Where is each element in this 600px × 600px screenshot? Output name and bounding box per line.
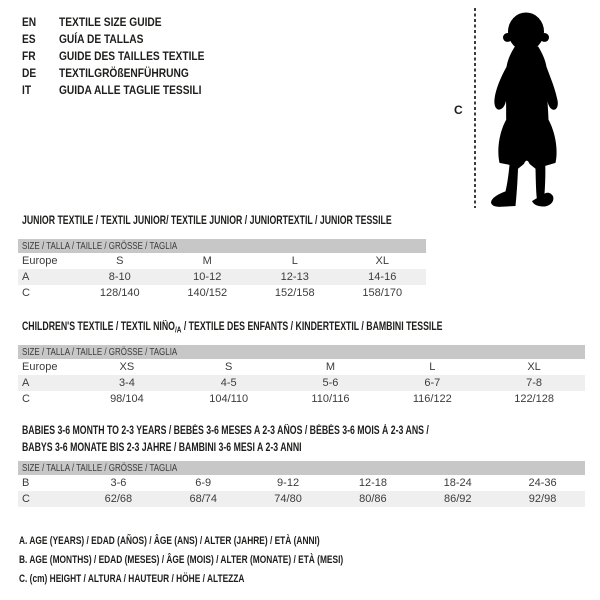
junior-row-c — [18, 285, 426, 301]
babies-size-table — [18, 461, 585, 507]
children-value-cell: L — [429, 361, 436, 373]
babies-value-cell: 80/86 — [359, 493, 387, 505]
lang-label: GUIDE DES TAILLES TEXTILE — [59, 48, 205, 63]
junior-value-cell: 8-10 — [108, 271, 131, 283]
children-value-cell: 98/104 — [110, 393, 144, 405]
lang-row-es — [22, 30, 230, 47]
babies-value-cell: 24-36 — [528, 477, 557, 489]
junior-size-table — [18, 239, 426, 301]
lang-label: TEXTILGRÖßENFÜHRUNG — [59, 65, 189, 80]
lang-row-it — [22, 81, 230, 98]
lang-code: EN — [22, 14, 37, 29]
children-title-sub: /A — [174, 324, 182, 335]
language-list — [22, 13, 230, 98]
lang-label: GUIDA ALLE TAGLIE TESSILI — [59, 82, 202, 97]
note-age-months: B. AGE (MONTHS) / EDAD (MESES) / ÂGE (MOIS) / ALTER (MONATE) / ETÀ (MESI) — [19, 554, 344, 566]
lang-row-de — [22, 64, 230, 81]
junior-value-cell: 12-13 — [280, 271, 309, 283]
children-value-cell: S — [225, 361, 233, 373]
junior-row-label: Europe — [22, 255, 58, 267]
children-size-header-bar — [18, 345, 585, 359]
children-value-cell: XS — [119, 361, 135, 373]
babies-value-cell: 86/92 — [443, 493, 472, 505]
junior-row-europe — [18, 253, 426, 269]
junior-size-header-text: SIZE / TALLA / TAILLE / GRÖSSE / TAGLIA — [22, 240, 178, 252]
lang-label: GUÍA DE TALLAS — [59, 31, 144, 46]
junior-value-cell: 152/158 — [274, 287, 315, 299]
children-row-a — [18, 375, 585, 391]
children-value-cell: M — [325, 361, 336, 373]
children-value-cell: 3-4 — [118, 377, 135, 389]
lang-label: TEXTILE SIZE GUIDE — [59, 14, 162, 29]
babies-value-cell: 6-9 — [195, 477, 212, 489]
junior-value-cell: 128/140 — [99, 287, 140, 299]
height-dotted-line — [474, 8, 476, 208]
junior-value-cell: 14-16 — [368, 271, 397, 283]
babies-value-cell: 62/68 — [104, 493, 133, 505]
babies-title-line1: BABIES 3-6 MONTH TO 2-3 YEARS / BEBÉS 3-6 MESES A 2-3 AÑOS / BÉBÉS 3-6 MOIS À 2-3 ANS / — [22, 425, 429, 437]
junior-value-cell: 140/152 — [187, 287, 228, 299]
lang-code: ES — [22, 31, 36, 46]
lang-code: FR — [22, 48, 36, 63]
babies-size-header-bar — [18, 461, 585, 475]
children-value-cell: 5-6 — [322, 377, 339, 389]
babies-value-cell: 9-12 — [277, 477, 300, 489]
children-row-label: Europe — [22, 361, 58, 373]
children-row-label: C — [22, 393, 30, 405]
children-row-label: A — [22, 377, 30, 389]
children-title-suffix: / TEXTILE DES ENFANTS / KINDERTEXTIL / BAMBINI TESSILE — [181, 321, 443, 333]
junior-title-text: JUNIOR TEXTILE / TEXTIL JUNIOR/ TEXTILE JUNIOR / JUNIORTEXTIL / JUNIOR TESSILE — [22, 215, 392, 227]
babies-value-cell: 68/74 — [189, 493, 217, 505]
babies-section-title — [22, 423, 557, 457]
lang-row-fr — [22, 47, 230, 64]
lang-row-en — [22, 13, 230, 30]
babies-row-c — [18, 491, 585, 507]
babies-row-label: B — [22, 477, 30, 489]
children-row-c — [18, 391, 585, 407]
children-value-cell: 6-7 — [424, 377, 441, 389]
junior-row-a — [18, 269, 426, 285]
children-size-table — [18, 345, 585, 407]
junior-value-cell: 158/170 — [362, 287, 403, 299]
babies-row-b — [18, 475, 585, 491]
height-c-label: C — [454, 103, 463, 117]
junior-row-label: C — [22, 287, 30, 299]
children-value-cell: 116/122 — [412, 393, 452, 405]
babies-title-line2: BABYS 3-6 MONATE BIS 2-3 JAHRE / BAMBINI 3-6 MESI A 2-3 ANNI — [22, 442, 302, 454]
children-value-cell: 122/128 — [514, 393, 554, 405]
note-height-cm: C. (cm) HEIGHT / ALTURA / HAUTEUR / HÖHE / ALTEZZA — [19, 573, 245, 585]
children-title-prefix: CHILDREN'S TEXTILE / TEXTIL NIÑO — [22, 321, 175, 333]
children-value-cell: XL — [527, 361, 541, 373]
children-value-cell: 4-5 — [220, 377, 237, 389]
children-row-europe — [18, 359, 585, 375]
babies-value-cell: 74/80 — [274, 493, 302, 505]
junior-value-cell: S — [116, 255, 124, 267]
junior-value-cell: XL — [375, 255, 389, 267]
junior-value-cell: M — [202, 255, 212, 267]
footnotes — [19, 532, 446, 589]
babies-size-header-text: SIZE / TALLA / TAILLE / GRÖSSE / TAGLIA — [22, 462, 178, 474]
junior-size-header-bar — [18, 239, 426, 253]
babies-value-cell: 12-18 — [358, 477, 387, 489]
children-value-cell: 110/116 — [311, 393, 350, 405]
babies-value-cell: 3-6 — [110, 477, 127, 489]
junior-row-label: A — [22, 271, 30, 283]
children-value-cell: 104/110 — [209, 393, 249, 405]
junior-value-cell: 10-12 — [193, 271, 222, 283]
babies-row-label: C — [22, 493, 30, 505]
babies-value-cell: 18-24 — [443, 477, 472, 489]
babies-value-cell: 92/98 — [528, 493, 557, 505]
children-size-header-text: SIZE / TALLA / TAILLE / GRÖSSE / TAGLIA — [22, 346, 178, 358]
lang-code: IT — [22, 82, 32, 97]
lang-code: DE — [22, 65, 37, 80]
junior-section-title — [22, 215, 508, 227]
junior-value-cell: L — [291, 255, 298, 267]
children-value-cell: 7-8 — [526, 377, 543, 389]
children-section-title — [22, 321, 575, 335]
baby-silhouette-icon — [482, 11, 570, 207]
note-age-years: A. AGE (YEARS) / EDAD (AÑOS) / ÂGE (ANS) / ALTER (JAHRE) / ETÀ (ANNI) — [19, 535, 320, 547]
